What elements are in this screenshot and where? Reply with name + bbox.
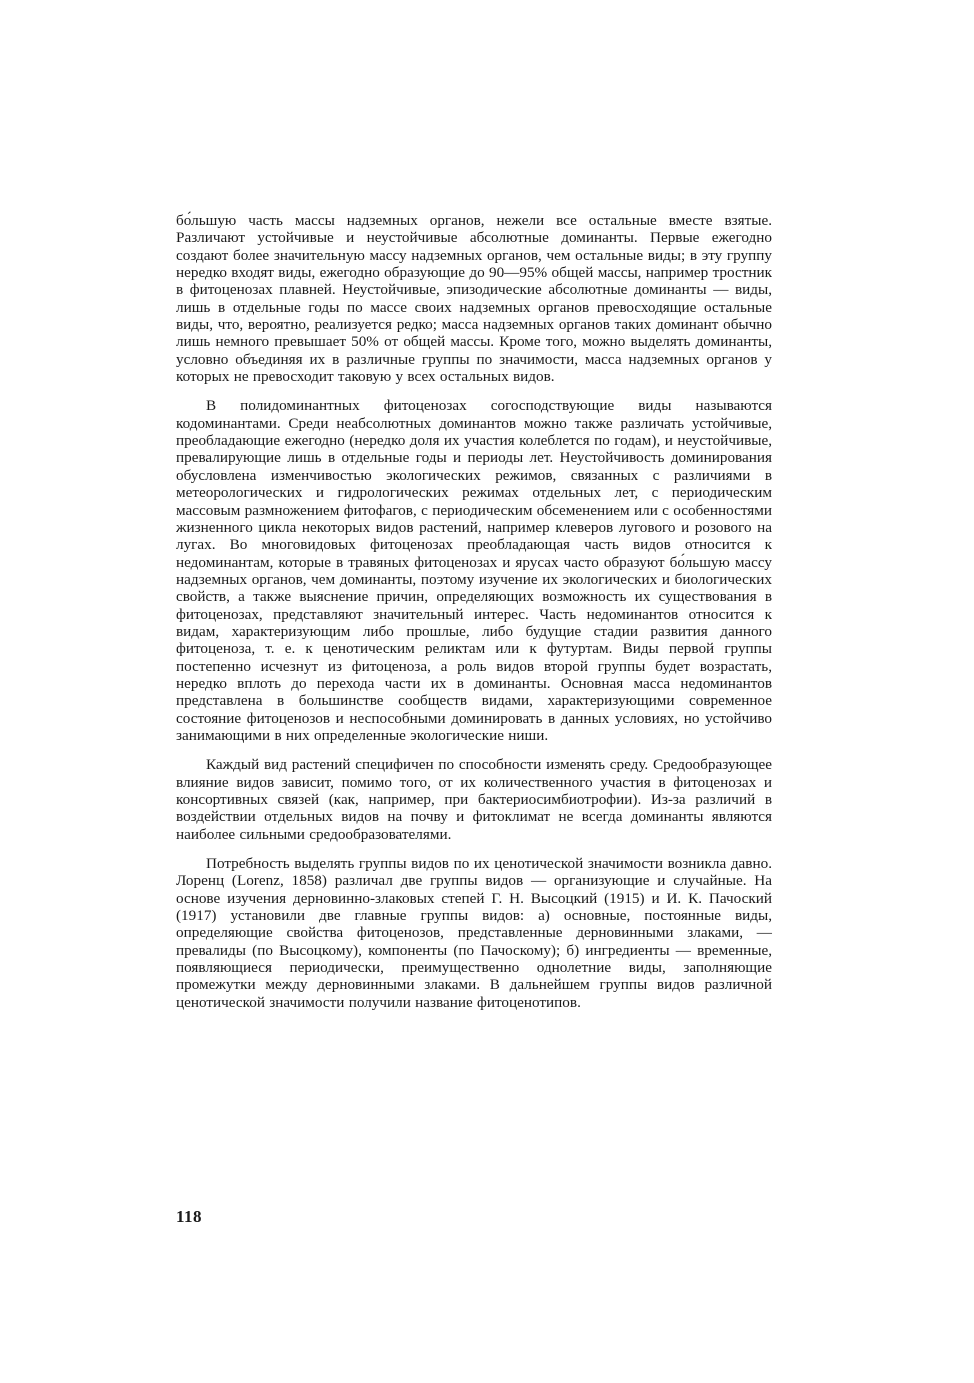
paragraph-codominants: В полидоминантных фитоценозах согосподствующие виды называются кодоминантами. Среди неабсолютных доминантов можно также различать устойчивые, преобладающие ежегодно (нередко доля их участия колеблется по годам), и неустойчивые, превалирующие лишь в отдельные годы и периоды лет. Неустойчивость доминирования обусловлена изменчивостью экологических режимов, связанных с различиями в метеорологических и гидрологических режимах отдельных лет, с периодическим массовым размножением фитофагов, с периодическим обсеменением или с особенностями жизненного цикла некоторых видов растений, например клеверов лугового и розового на лугах. Во многовидовых фитоценозах преобладающая часть видов относится к недоминантам, которые в травяных фитоценозах и ярусах часто образуют бо́льшую массу надземных органов, чем доминанты, поэтому изучение их экологических и биологических свойств, а также выяснение причин, определяющих возможность их существования в фитоценозах, представляют значительный интерес. Часть недоминантов относится к видам, характеризующим либо прошлые, либо будущие стадии развития данного фитоценоза, т. е. к ценотическим реликтам или к футуртам. Виды первой группы постепенно исчезнут из фитоценоза, а роль видов второй группы будет возрастать, нередко вплоть до перехода части их в доминанты. Основная масса недоминантов представлена в большинстве сообществ видами, характеризующими современное состояние фитоценозов и неспособными доминировать в данных условиях, но устойчиво занимающими в них определенные экологические ниши. xyxy=(176,397,772,744)
body-text xyxy=(176,212,772,1011)
paragraph-continued: бо́льшую часть массы надземных органов, нежели все остальные вместе взятые. Различают устойчивые и неустойчивые абсолютные доминанты. Первые ежегодно создают более значительную массу надземных органов, чем остальные виды; в эту группу нередко входят виды, ежегодно образующие до 90—95% общей массы, например тростник в фитоценозах плавней. Неустойчивые, эпизодические абсолютные доминанты — виды, лишь в отдельные годы по массе своих надземных органов превосходящие остальные виды, что, вероятно, реализуется редко; масса надземных органов таких доминант обычно лишь немного превышает 50% от общей массы. Кроме того, можно выделять доминанты, условно объединяя их в различные группы по значимости, масса надземных органов у которых не превосходит таковую у всех остальных видов. xyxy=(176,212,772,386)
paragraph-environment-forming: Каждый вид растений специфичен по способности изменять среду. Средообразующее влияние видов зависит, помимо того, от их количественного участия в фитоценозах и консортивных связей (как, например, при бактериосимбиотрофии). Из-за различий в воздействии отдельных видов на почву и фитоклимат не всегда доминанты являются наиболее сильными средообразователями. xyxy=(176,756,772,843)
paragraph-phytocenotypes: Потребность выделять группы видов по их ценотической значимости возникла давно. Лоренц (Lorenz, 1858) различал две группы видов — организующие и случайные. На основе изучения дерновинно-злаковых степей Г. Н. Высоцкий (1915) и И. К. Пачоский (1917) установили две главные группы видов: а) основные, постоянные виды, определяющие свойства фитоценозов, представленные дерновинными злаками, — превалиды (по Высоцкому), компоненты (по Пачоскому); б) ингредиенты — временные, появляющиеся периодически, преимущественно однолетние виды, заполняющие промежутки между дерновинными злаками. В дальнейшем группы видов различной ценотической значимости получили название фитоценотипов. xyxy=(176,855,772,1011)
page-number: 118 xyxy=(176,1207,203,1226)
